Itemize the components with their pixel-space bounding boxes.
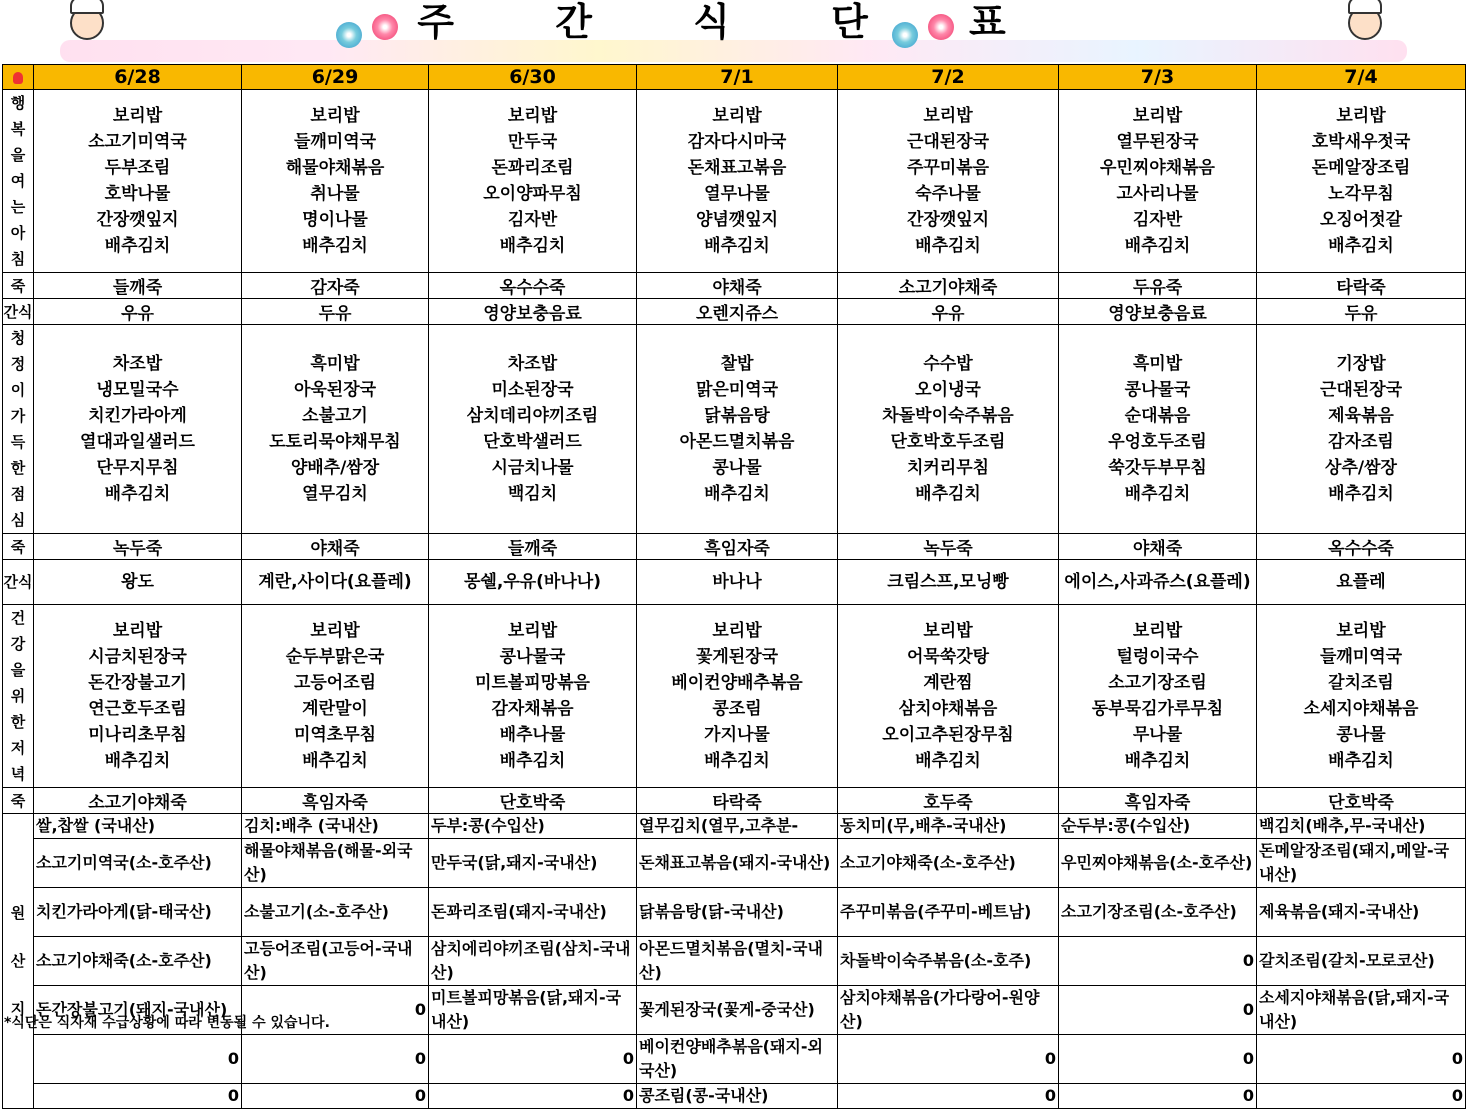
lunch-item: 열무김치 bbox=[302, 484, 368, 504]
breakfast-item: 양념깻잎지 bbox=[695, 210, 779, 230]
breakfast-item: 주꾸미볶음 bbox=[906, 158, 990, 178]
origin-row bbox=[3, 839, 1466, 888]
origin-cell: 돈채표고볶음(돼지-국내산) bbox=[637, 839, 838, 888]
snack-label: 간식 bbox=[3, 299, 34, 325]
breakfast-item: 돈꽈리조림 bbox=[491, 158, 574, 178]
breakfast-cell bbox=[34, 90, 242, 273]
lunch-row bbox=[3, 325, 1466, 534]
origin-cell: 0 bbox=[429, 1084, 637, 1109]
tulip-icon bbox=[3, 65, 34, 90]
origin-cell: 소고기장조림(소-호주산) bbox=[1059, 888, 1257, 937]
dinner-cell bbox=[34, 605, 242, 788]
origin-row bbox=[3, 1084, 1466, 1109]
tulip-icon bbox=[13, 72, 23, 84]
lunch-item: 단무지무침 bbox=[96, 458, 179, 478]
origin-cell: 0 bbox=[242, 1035, 429, 1084]
breakfast-item: 우민찌야채볶음 bbox=[1100, 158, 1215, 178]
origin-cell: 0 bbox=[1257, 1035, 1466, 1084]
porridge-cell: 들깨죽 bbox=[429, 534, 637, 560]
origin-cell: 0 bbox=[838, 1035, 1059, 1084]
title-banner bbox=[0, 0, 1467, 64]
dinner-item: 배추김치 bbox=[1124, 751, 1191, 771]
breakfast-item: 들깨미역국 bbox=[293, 132, 377, 152]
origin-row bbox=[3, 1035, 1466, 1084]
dinner-cell bbox=[242, 605, 429, 788]
porridge-cell: 옥수수죽 bbox=[1257, 534, 1466, 560]
breakfast-item: 고사리나물 bbox=[1116, 184, 1199, 204]
snack2-row bbox=[3, 560, 1466, 605]
snack-cell: 두유 bbox=[242, 299, 429, 325]
origin-cell: 미트볼피망볶음(닭,돼지-국내산) bbox=[429, 986, 637, 1035]
origin-cell: 아몬드멸치볶음(멸치-국내산) bbox=[637, 937, 838, 986]
date-header: 6/29 bbox=[242, 65, 429, 90]
date-header: 6/30 bbox=[429, 65, 637, 90]
origin-cell: 소고기야채죽(소-호주산) bbox=[838, 839, 1059, 888]
dinner-item: 오이고추된장무침 bbox=[882, 725, 1014, 745]
lunch-item: 삼치데리야끼조림 bbox=[466, 406, 599, 426]
breakfast-label bbox=[3, 90, 34, 273]
date-header-row bbox=[3, 65, 1466, 90]
dinner-item: 어묵쑥갓탕 bbox=[906, 647, 990, 667]
lunch-item: 흑미밥 bbox=[1132, 354, 1183, 374]
lunch-cell bbox=[637, 325, 838, 534]
lunch-item: 제육볶음 bbox=[1328, 406, 1394, 426]
breakfast-item: 근대된장국 bbox=[906, 132, 990, 152]
lunch-item: 배추김치 bbox=[1124, 484, 1191, 504]
porridge-cell: 두유죽 bbox=[1059, 273, 1257, 299]
porridge-cell: 야채죽 bbox=[637, 273, 838, 299]
lunch-item: 쑥갓두부무침 bbox=[1108, 458, 1207, 478]
origin-cell: 0 bbox=[34, 1035, 242, 1084]
breakfast-item: 보리밥 bbox=[112, 106, 163, 126]
porridge-row bbox=[3, 534, 1466, 560]
snack-cell: 우유 bbox=[34, 299, 242, 325]
snack-cell: 영양보충음료 bbox=[1059, 299, 1257, 325]
porridge-cell: 녹두죽 bbox=[838, 534, 1059, 560]
breakfast-item: 오징어젓갈 bbox=[1319, 210, 1403, 230]
dinner-item: 배추김치 bbox=[104, 751, 171, 771]
origin-cell: 삼치에리야끼조림(삼치-국내산) bbox=[429, 937, 637, 986]
origin-cell: 고등어조림(고등어-국내산) bbox=[242, 937, 429, 986]
breakfast-item: 호박새우젓국 bbox=[1311, 132, 1411, 152]
lunch-item: 맑은미역국 bbox=[695, 380, 779, 400]
dinner-cell bbox=[1059, 605, 1257, 788]
dinner-item: 삼치야채볶음 bbox=[898, 699, 998, 719]
breakfast-item: 노각무침 bbox=[1328, 184, 1394, 204]
breakfast-row bbox=[3, 90, 1466, 273]
origin-cell: 소세지야채볶음(닭,돼지-국내산) bbox=[1257, 986, 1466, 1035]
lunch-item: 단호박샐러드 bbox=[483, 432, 582, 452]
origin-cell: 백김치(배추,무-국내산) bbox=[1257, 814, 1466, 839]
breakfast-item: 취나물 bbox=[310, 184, 360, 204]
origin-cell: 두부:콩(수입산) bbox=[429, 814, 637, 839]
dinner-item: 보리밥 bbox=[507, 621, 558, 641]
lunch-item: 양배추/쌈장 bbox=[290, 458, 380, 478]
lunch-item: 흑미밥 bbox=[310, 354, 360, 374]
origin-cell: 치킨가라아게(닭-태국산) bbox=[34, 888, 242, 937]
lunch-item: 도토리묵야채무침 bbox=[269, 432, 401, 452]
porridge-cell: 흑임자죽 bbox=[1059, 788, 1257, 814]
lunch-cell bbox=[838, 325, 1059, 534]
dinner-item: 순두부맑은국 bbox=[285, 647, 385, 667]
porridge-cell: 타락죽 bbox=[1257, 273, 1466, 299]
dinner-item: 보리밥 bbox=[923, 621, 973, 641]
snack2-cell: 왕도 bbox=[34, 560, 242, 605]
lunch-item: 아몬드멸치볶음 bbox=[679, 432, 795, 452]
origin-cell: 0 bbox=[429, 1035, 637, 1084]
breakfast-item: 배추김치 bbox=[1328, 236, 1394, 256]
breakfast-item: 보리밥 bbox=[507, 106, 558, 126]
breakfast-item: 김자반 bbox=[1132, 210, 1183, 230]
porridge-label: 죽 bbox=[3, 534, 34, 560]
dinner-item: 가지나물 bbox=[704, 725, 770, 745]
porridge-label: 죽 bbox=[3, 273, 34, 299]
breakfast-item: 숙주나물 bbox=[915, 184, 981, 204]
lunch-cell bbox=[242, 325, 429, 534]
breakfast-item: 돈메알장조림 bbox=[1311, 158, 1411, 178]
origin-cell: 돈간장불고기(돼지-국내산) bbox=[34, 986, 242, 1035]
lunch-item: 차돌박이숙주볶음 bbox=[882, 406, 1014, 426]
dinner-item: 베이컨양배추볶음 bbox=[671, 673, 803, 693]
origin-cell: 해물야채볶음(해물-외국산) bbox=[242, 839, 429, 888]
origin-row bbox=[3, 888, 1466, 937]
dinner-item: 배추김치 bbox=[915, 751, 981, 771]
lunch-item: 순대볶음 bbox=[1124, 406, 1191, 426]
origin-cell: 만두국(닭,돼지-국내산) bbox=[429, 839, 637, 888]
porridge-cell: 호두죽 bbox=[838, 788, 1059, 814]
lunch-item: 수수밥 bbox=[923, 354, 973, 374]
dinner-row bbox=[3, 605, 1466, 788]
origin-cell: 닭볶음탕(닭-국내산) bbox=[637, 888, 838, 937]
snack2-cell: 에이스,사과쥬스(요플레) bbox=[1059, 560, 1257, 605]
porridge-cell: 녹두죽 bbox=[34, 534, 242, 560]
dinner-item: 보리밥 bbox=[1336, 621, 1386, 641]
origin-cell: 소고기야채죽(소-호주산) bbox=[34, 937, 242, 986]
porridge-cell: 단호박죽 bbox=[1257, 788, 1466, 814]
lunch-cell bbox=[34, 325, 242, 534]
lunch-item: 열대과일샐러드 bbox=[80, 432, 195, 452]
breakfast-item: 배추김치 bbox=[704, 236, 770, 256]
snack-label: 간식 bbox=[3, 560, 34, 605]
lunch-item: 차조밥 bbox=[507, 354, 558, 374]
origin-cell: 0 bbox=[1059, 937, 1257, 986]
dinner-cell bbox=[1257, 605, 1466, 788]
dinner-item: 보리밥 bbox=[1132, 621, 1183, 641]
dinner-item: 미역초무침 bbox=[293, 725, 377, 745]
origin-label bbox=[3, 814, 34, 1109]
origin-cell: 0 bbox=[838, 1084, 1059, 1109]
lunch-item: 감자조림 bbox=[1328, 432, 1394, 452]
dinner-item: 미트볼피망볶음 bbox=[475, 673, 590, 693]
dinner-item: 배추김치 bbox=[704, 751, 770, 771]
porridge-cell: 들깨죽 bbox=[34, 273, 242, 299]
lunch-item: 배추김치 bbox=[915, 484, 981, 504]
origin-cell: 동치미(무,배추-국내산) bbox=[838, 814, 1059, 839]
lunch-item: 콩나물 bbox=[712, 458, 762, 478]
dinner-item: 고등어조림 bbox=[293, 673, 377, 693]
porridge-cell: 타락죽 bbox=[637, 788, 838, 814]
breakfast-item: 배추김치 bbox=[499, 236, 566, 256]
breakfast-item: 배추김치 bbox=[302, 236, 368, 256]
snack2-cell: 계란,사이다(요플레) bbox=[242, 560, 429, 605]
breakfast-item: 보리밥 bbox=[1336, 106, 1386, 126]
dinner-item: 보리밥 bbox=[712, 621, 762, 641]
dinner-item: 보리밥 bbox=[112, 621, 163, 641]
snack-cell: 두유 bbox=[1257, 299, 1466, 325]
breakfast-label-text: 행복을여는아침 bbox=[10, 94, 26, 268]
dinner-item: 계란말이 bbox=[302, 699, 368, 719]
dinner-item: 배추김치 bbox=[302, 751, 368, 771]
lunch-item: 콩나물국 bbox=[1124, 380, 1191, 400]
origin-cell: 0 bbox=[1257, 1084, 1466, 1109]
origin-cell: 돈메알장조림(돼지,메알-국내산) bbox=[1257, 839, 1466, 888]
date-header: 7/4 bbox=[1257, 65, 1466, 90]
snack2-cell: 바나나 bbox=[637, 560, 838, 605]
dinner-item: 콩나물국 bbox=[499, 647, 566, 667]
origin-cell: 우민찌야채볶음(소-호주산) bbox=[1059, 839, 1257, 888]
breakfast-item: 배추김치 bbox=[1124, 236, 1191, 256]
menu-table bbox=[2, 64, 1466, 1109]
dinner-item: 돈간장불고기 bbox=[88, 673, 187, 693]
lunch-cell bbox=[1257, 325, 1466, 534]
lunch-item: 냉모밀국수 bbox=[96, 380, 179, 400]
dinner-item: 미나리초무침 bbox=[88, 725, 187, 745]
dinner-item: 소세지야채볶음 bbox=[1303, 699, 1419, 719]
porridge-cell: 옥수수죽 bbox=[429, 273, 637, 299]
dinner-item: 꽃게된장국 bbox=[695, 647, 779, 667]
dinner-item: 동부묵김가루무침 bbox=[1091, 699, 1224, 719]
dinner-cell bbox=[838, 605, 1059, 788]
lunch-item: 배추김치 bbox=[1328, 484, 1394, 504]
porridge-cell: 소고기야채죽 bbox=[34, 788, 242, 814]
origin-cell: 차돌박이숙주볶음(소-호주) bbox=[838, 937, 1059, 986]
dinner-label-text: 건강을위한저녁 bbox=[10, 609, 26, 783]
dinner-item: 계란찜 bbox=[923, 673, 973, 693]
dinner-item: 감자채볶음 bbox=[491, 699, 574, 719]
lunch-item: 소불고기 bbox=[302, 406, 368, 426]
breakfast-item: 호박나물 bbox=[104, 184, 171, 204]
origin-cell: 갈치조림(갈치-모로코산) bbox=[1257, 937, 1466, 986]
dinner-item: 콩조림 bbox=[712, 699, 762, 719]
date-header: 6/28 bbox=[34, 65, 242, 90]
date-header: 7/3 bbox=[1059, 65, 1257, 90]
lunch-item: 단호박호두조림 bbox=[890, 432, 1006, 452]
breakfast-item: 오이양파무침 bbox=[483, 184, 582, 204]
dinner-cell bbox=[429, 605, 637, 788]
breakfast-cell bbox=[1257, 90, 1466, 273]
porridge-cell: 단호박죽 bbox=[429, 788, 637, 814]
lunch-item: 치커리무침 bbox=[906, 458, 990, 478]
snack-row bbox=[3, 299, 1466, 325]
breakfast-item: 보리밥 bbox=[923, 106, 973, 126]
lunch-item: 오이냉국 bbox=[915, 380, 981, 400]
dinner-item: 털렁이국수 bbox=[1116, 647, 1199, 667]
origin-cell: 순두부:콩(수입산) bbox=[1059, 814, 1257, 839]
origin-cell: 0 bbox=[1059, 986, 1257, 1035]
dinner-label bbox=[3, 605, 34, 788]
snack2-cell: 크림스프,모닝빵 bbox=[838, 560, 1059, 605]
date-header: 7/1 bbox=[637, 65, 838, 90]
dinner-item: 무나물 bbox=[1132, 725, 1183, 745]
breakfast-cell bbox=[242, 90, 429, 273]
origin-cell: 소고기미역국(소-호주산) bbox=[34, 839, 242, 888]
origin-cell: 제육볶음(돼지-국내산) bbox=[1257, 888, 1466, 937]
breakfast-item: 보리밥 bbox=[310, 106, 360, 126]
dinner-item: 시금치된장국 bbox=[88, 647, 187, 667]
breakfast-item: 열무나물 bbox=[704, 184, 770, 204]
porridge-cell: 소고기야채죽 bbox=[838, 273, 1059, 299]
lunch-item: 닭볶음탕 bbox=[704, 406, 770, 426]
snack-cell: 오렌지쥬스 bbox=[637, 299, 838, 325]
breakfast-item: 보리밥 bbox=[712, 106, 762, 126]
lunch-cell bbox=[1059, 325, 1257, 534]
breakfast-item: 두부조림 bbox=[104, 158, 171, 178]
lunch-item: 우엉호두조림 bbox=[1108, 432, 1207, 452]
snack2-cell: 요플레 bbox=[1257, 560, 1466, 605]
breakfast-item: 배추김치 bbox=[915, 236, 981, 256]
breakfast-item: 소고기미역국 bbox=[88, 132, 187, 152]
lunch-item: 찰밥 bbox=[720, 354, 754, 374]
lunch-label-text: 청정이가득한점심 bbox=[10, 329, 26, 529]
breakfast-cell bbox=[429, 90, 637, 273]
dinner-item: 콩나물 bbox=[1336, 725, 1386, 745]
origin-row bbox=[3, 937, 1466, 986]
breakfast-item: 김자반 bbox=[507, 210, 558, 230]
origin-cell: 콩조림(콩-국내산) bbox=[637, 1084, 838, 1109]
breakfast-item: 만두국 bbox=[507, 132, 558, 152]
date-header: 7/2 bbox=[838, 65, 1059, 90]
snack-cell: 영양보충음료 bbox=[429, 299, 637, 325]
breakfast-item: 돈채표고볶음 bbox=[687, 158, 787, 178]
origin-label-text: 원산지 bbox=[10, 904, 26, 1018]
lunch-item: 배추김치 bbox=[704, 484, 770, 504]
dinner-item: 갈치조림 bbox=[1328, 673, 1394, 693]
breakfast-item: 배추김치 bbox=[104, 236, 171, 256]
breakfast-item: 해물야채볶음 bbox=[285, 158, 385, 178]
porridge-label: 죽 bbox=[3, 788, 34, 814]
porridge-cell: 감자죽 bbox=[242, 273, 429, 299]
origin-cell: 0 bbox=[1059, 1084, 1257, 1109]
dinner-item: 소고기장조림 bbox=[1108, 673, 1207, 693]
origin-cell: 돈꽈리조림(돼지-국내산) bbox=[429, 888, 637, 937]
lunch-item: 근대된장국 bbox=[1319, 380, 1403, 400]
dinner-item: 들깨미역국 bbox=[1319, 647, 1403, 667]
origin-cell: 베이컨양배추볶음(돼지-외국산) bbox=[637, 1035, 838, 1084]
porridge-cell: 흑임자죽 bbox=[637, 534, 838, 560]
breakfast-cell bbox=[838, 90, 1059, 273]
snack2-cell: 몽쉘,우유(바나나) bbox=[429, 560, 637, 605]
lunch-item: 시금치나물 bbox=[491, 458, 574, 478]
breakfast-item: 간장깻잎지 bbox=[906, 210, 990, 230]
origin-cell: 소불고기(소-호주산) bbox=[242, 888, 429, 937]
origin-cell: 0 bbox=[1059, 1035, 1257, 1084]
lunch-item: 차조밥 bbox=[112, 354, 163, 374]
breakfast-item: 열무된장국 bbox=[1116, 132, 1199, 152]
breakfast-item: 명이나물 bbox=[302, 210, 368, 230]
origin-cell: 0 bbox=[34, 1084, 242, 1109]
porridge-row bbox=[3, 273, 1466, 299]
lunch-item: 치킨가라아게 bbox=[88, 406, 187, 426]
origin-cell: 김치:배추 (국내산) bbox=[242, 814, 429, 839]
lunch-item: 아욱된장국 bbox=[293, 380, 377, 400]
lunch-item: 미소된장국 bbox=[491, 380, 574, 400]
dinner-item: 배추김치 bbox=[499, 751, 566, 771]
origin-cell: 꽃게된장국(꽃게-중국산) bbox=[637, 986, 838, 1035]
origin-cell: 삼치야채볶음(가다랑어-원양산) bbox=[838, 986, 1059, 1035]
porridge-row bbox=[3, 788, 1466, 814]
lunch-item: 기장밥 bbox=[1336, 354, 1386, 374]
origin-cell: 주꾸미볶음(주꾸미-베트남) bbox=[838, 888, 1059, 937]
page-title: 주 간 식 단 표 bbox=[417, 0, 1050, 44]
lunch-cell bbox=[429, 325, 637, 534]
snack-cell: 우유 bbox=[838, 299, 1059, 325]
dinner-cell bbox=[637, 605, 838, 788]
dinner-item: 보리밥 bbox=[310, 621, 360, 641]
porridge-cell: 야채죽 bbox=[1059, 534, 1257, 560]
origin-cell: 0 bbox=[242, 1084, 429, 1109]
origin-cell: 열무김치(열무,고추분- bbox=[637, 814, 838, 839]
porridge-cell: 흑임자죽 bbox=[242, 788, 429, 814]
footnote: *식단은 식자재 수급상황에 따라 변동될 수 있습니다. bbox=[4, 1015, 330, 1031]
breakfast-item: 간장깻잎지 bbox=[96, 210, 179, 230]
breakfast-cell bbox=[1059, 90, 1257, 273]
dinner-item: 연근호두조림 bbox=[88, 699, 187, 719]
breakfast-cell bbox=[637, 90, 838, 273]
dinner-item: 배추나물 bbox=[499, 725, 566, 745]
porridge-cell: 야채죽 bbox=[242, 534, 429, 560]
lunch-item: 백김치 bbox=[507, 484, 558, 504]
origin-cell: 0 bbox=[242, 986, 429, 1035]
breakfast-item: 감자다시마국 bbox=[687, 132, 787, 152]
breakfast-item: 보리밥 bbox=[1132, 106, 1183, 126]
origin-cell: 쌀,찹쌀 (국내산) bbox=[34, 814, 242, 839]
lunch-item: 배추김치 bbox=[104, 484, 171, 504]
origin-row bbox=[3, 814, 1466, 839]
dinner-item: 배추김치 bbox=[1328, 751, 1394, 771]
lunch-label bbox=[3, 325, 34, 534]
lunch-item: 상추/쌈장 bbox=[1325, 458, 1397, 478]
